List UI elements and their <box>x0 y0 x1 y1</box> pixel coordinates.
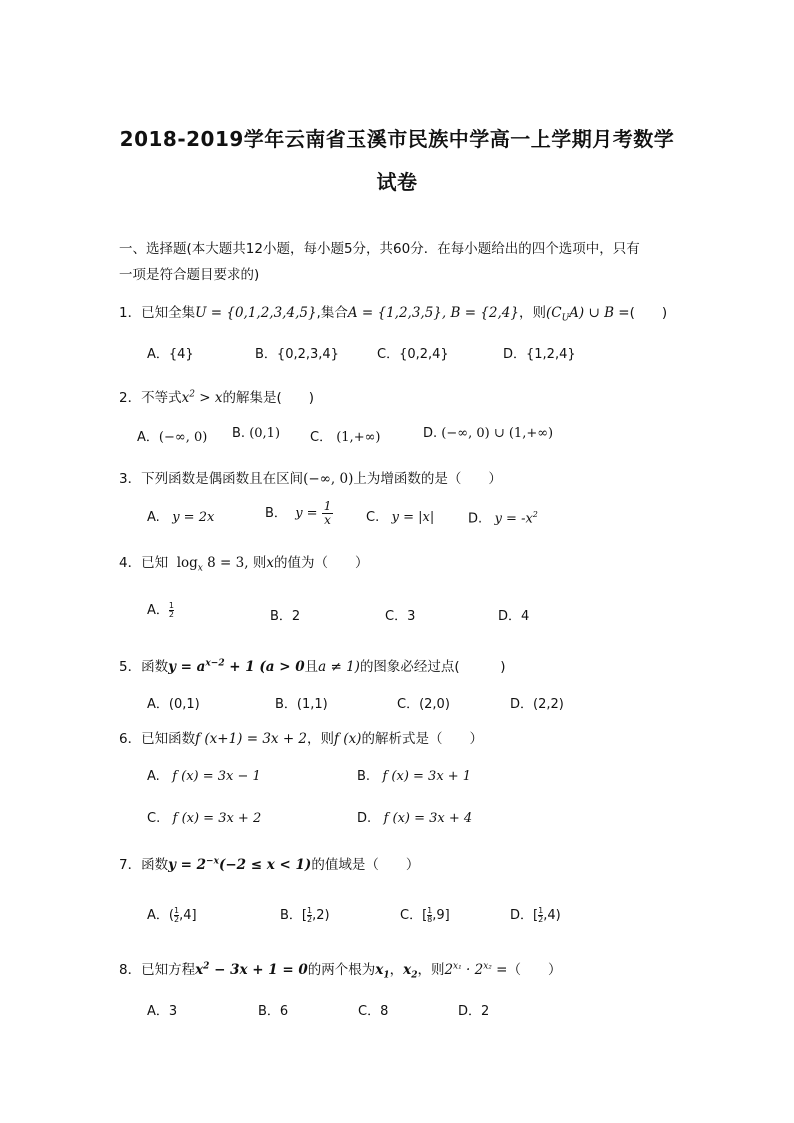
math-subscript: U <box>561 313 570 324</box>
question-text: 上为增函数的是（ ） <box>353 471 502 487</box>
option-d[interactable]: D．2 <box>458 1004 490 1019</box>
option-label: B. <box>357 769 371 784</box>
interval-close: ,4] <box>179 908 197 923</box>
option-d[interactable] <box>510 904 561 924</box>
math-expression: a ≠ 1) <box>318 659 360 675</box>
math-expression: log <box>176 555 198 571</box>
fraction-numerator: 1 <box>168 601 174 610</box>
option-a[interactable] <box>147 769 261 784</box>
math-expression: x <box>375 962 384 978</box>
question-text: 的值为（ ） <box>273 555 369 571</box>
question-text: 7．函数 <box>119 857 169 873</box>
math-expression: (−2 ≤ x < 1) <box>218 857 312 873</box>
option-b[interactable] <box>280 904 330 924</box>
option-math: y = -x <box>494 511 533 527</box>
interval-close: ,9] <box>432 908 450 923</box>
question-text: 的两个根为 <box>307 962 376 978</box>
option-label: B. <box>232 426 246 441</box>
option-b[interactable] <box>357 769 471 784</box>
option-c[interactable] <box>385 605 415 624</box>
option-math: y = |x| <box>391 510 435 525</box>
math-expression: − 3x + 1 = 0 <box>209 962 308 978</box>
math-expression: y = a <box>168 659 206 675</box>
option-label: A． <box>147 908 169 923</box>
option-b[interactable]: B．6 <box>258 1004 289 1019</box>
option-math: 3 <box>407 609 416 624</box>
option-a[interactable]: A．3 <box>147 1004 178 1019</box>
option-b[interactable]: B．(1,1) <box>275 697 328 712</box>
question-text: ，则 <box>307 731 335 747</box>
question-text: 1．已知全集 <box>119 305 196 321</box>
math-expression: f (x) <box>334 731 362 747</box>
option-a[interactable] <box>147 599 174 619</box>
math-expression: x <box>266 555 274 571</box>
option-math: f (x) = 3x + 4 <box>383 811 473 826</box>
option-math: y = 2x <box>172 510 215 525</box>
math-expression: 8 = 3, <box>207 555 249 571</box>
option-label: B． <box>270 609 292 624</box>
question-3 <box>119 467 502 487</box>
math-subscript: 1 <box>383 970 390 981</box>
math-subscript: x <box>197 563 203 574</box>
fraction <box>169 602 174 619</box>
option-math: f (x) = 3x + 2 <box>172 811 262 826</box>
interval-open: [ <box>422 908 428 923</box>
math-expression: A) ∪ B = <box>569 305 630 321</box>
option-d[interactable]: D．(2,2) <box>510 697 564 712</box>
option-c[interactable] <box>147 811 261 826</box>
option-label: C． <box>400 908 423 923</box>
option-c[interactable]: C．8 <box>358 1004 389 1019</box>
math-expression: = <box>491 962 508 978</box>
question-text: 的解集是( ) <box>222 390 315 406</box>
math-expression: > x <box>194 390 223 406</box>
option-math: (−∞, 0) <box>158 430 208 445</box>
fraction-numerator: 1 <box>427 906 433 915</box>
option-math: (1,+∞) <box>336 430 381 445</box>
option-label: C． <box>385 609 408 624</box>
math-expression: 2 <box>444 962 454 978</box>
interval-close: ,4) <box>543 908 561 923</box>
fraction-denominator: 8 <box>427 915 433 924</box>
option-d[interactable]: D．{1,2,4} <box>503 347 576 362</box>
question-text: 5．函数 <box>119 659 169 675</box>
option-a[interactable] <box>147 510 214 525</box>
math-subscript: 2 <box>411 970 418 981</box>
fraction-denominator: 2 <box>538 915 544 924</box>
question-text: 2．不等式 <box>119 390 182 406</box>
option-b[interactable] <box>265 500 333 527</box>
question-text: ( ) <box>629 305 668 321</box>
question-text: ，则 <box>417 962 445 978</box>
math-superscript: 2 <box>532 510 538 519</box>
section-intro-line-2: 一项是符合题目要求的) <box>119 267 260 283</box>
option-math: f (x) = 3x − 1 <box>172 769 261 784</box>
option-label: B． <box>280 908 302 923</box>
math-superscript: −x <box>206 856 219 867</box>
option-c[interactable]: C．(2,0) <box>397 697 450 712</box>
title-line-2: 试卷 <box>376 170 418 194</box>
option-label: C. <box>366 510 380 525</box>
option-c[interactable] <box>310 426 381 445</box>
fraction <box>322 500 334 527</box>
option-label: D． <box>498 609 522 624</box>
interval-open: ( <box>168 908 174 923</box>
question-text: 8．已知方程 <box>119 962 196 978</box>
option-a[interactable]: A．{4} <box>147 347 194 362</box>
option-d[interactable] <box>357 811 472 826</box>
option-label: A. <box>147 510 160 525</box>
question-1 <box>119 301 667 324</box>
math-expression: x <box>181 390 190 406</box>
interval-open: [ <box>301 908 307 923</box>
option-b[interactable] <box>270 605 300 624</box>
option-label: D. <box>423 426 438 441</box>
question-2 <box>119 386 314 406</box>
question-text: 4．已知 <box>119 555 169 571</box>
question-8 <box>119 958 562 981</box>
option-d[interactable] <box>468 510 538 526</box>
option-b[interactable]: B．{0,2,3,4} <box>255 347 339 362</box>
option-label: C． <box>310 430 333 445</box>
math-superscript: 2 <box>203 961 210 972</box>
option-c[interactable]: C．{0,2,4} <box>377 347 449 362</box>
math-expression: x <box>403 962 412 978</box>
math-expression: f (x+1) = 3x + 2 <box>195 731 308 747</box>
question-text: 则 <box>252 555 267 571</box>
title-line-1: 2018-2019学年云南省玉溪市民族中学高一上学期月考数学 <box>119 127 675 151</box>
fraction-denominator: 2 <box>173 915 180 924</box>
option-b[interactable] <box>232 426 280 441</box>
fraction-numerator: 1 <box>307 906 313 915</box>
math-expression: U = {0,1,2,3,4,5} <box>195 305 317 321</box>
math-expression: y = 2 <box>168 857 207 873</box>
option-c[interactable] <box>400 904 450 924</box>
option-label: A. <box>147 769 160 784</box>
fraction-denominator: 2 <box>307 915 313 924</box>
option-label: B． <box>265 506 287 521</box>
question-text: 的值域是（ ） <box>311 857 420 873</box>
question-text: （ ） <box>507 962 562 978</box>
option-label: D. <box>357 811 372 826</box>
option-a[interactable]: A．(0,1) <box>147 697 200 712</box>
question-text: ,集合 <box>316 305 348 321</box>
math-superscript: 2 <box>189 389 195 400</box>
question-text: 6．已知函数 <box>119 731 196 747</box>
math-expression: (−∞, 0) <box>303 471 354 487</box>
math-superscript: x₁ <box>453 961 462 972</box>
option-a[interactable] <box>147 904 197 924</box>
question-text: ，则 <box>518 305 546 321</box>
math-expression: (C <box>545 305 562 321</box>
question-text: 的图象必经过点( ) <box>359 659 506 675</box>
question-text: 3．下列函数是偶函数且在区间 <box>119 471 304 487</box>
fraction-denominator: x <box>324 513 331 527</box>
interval-close: ,2) <box>312 908 330 923</box>
section-intro-line-1: 一、选择题(本大题共12小题，每小题5分，共60分．在每小题给出的四个选项中，只有 <box>119 241 640 257</box>
math-expression: + 1 (a > 0 <box>224 659 305 675</box>
fraction-numerator: 1 <box>173 906 180 915</box>
option-math: (0,1) <box>249 426 281 441</box>
question-text: ， <box>389 962 404 978</box>
option-label: A． <box>137 430 159 445</box>
question-6 <box>119 727 483 747</box>
option-label: D． <box>510 908 534 923</box>
question-7 <box>119 853 419 873</box>
question-text: 的解析式是（ ） <box>361 731 483 747</box>
option-math: 4 <box>521 609 530 624</box>
option-label: C. <box>147 811 161 826</box>
interval-open: [ <box>533 908 539 923</box>
option-math: f (x) = 3x + 1 <box>382 769 472 784</box>
math-superscript: x−2 <box>205 658 225 669</box>
math-superscript: x₂ <box>483 961 492 972</box>
option-d[interactable] <box>498 605 529 624</box>
option-a[interactable] <box>137 426 207 445</box>
option-label: D. <box>468 511 483 527</box>
option-math: y = <box>295 506 318 521</box>
question-5 <box>119 655 505 675</box>
option-c[interactable] <box>366 510 434 525</box>
option-math: 2 <box>291 609 301 624</box>
option-label: A． <box>147 603 169 618</box>
question-text: 且 <box>304 659 319 675</box>
question-4 <box>119 551 368 574</box>
math-expression: · 2 <box>461 962 484 978</box>
option-d[interactable] <box>423 426 553 441</box>
fraction-numerator: 1 <box>538 906 544 915</box>
math-expression: x <box>195 962 204 978</box>
option-math: (−∞, 0) ∪ (1,+∞) <box>441 426 554 441</box>
fraction-numerator: 1 <box>323 499 332 513</box>
fraction-denominator: 2 <box>168 610 174 619</box>
math-expression: A = {1,2,3,5}, B = {2,4} <box>347 305 519 321</box>
